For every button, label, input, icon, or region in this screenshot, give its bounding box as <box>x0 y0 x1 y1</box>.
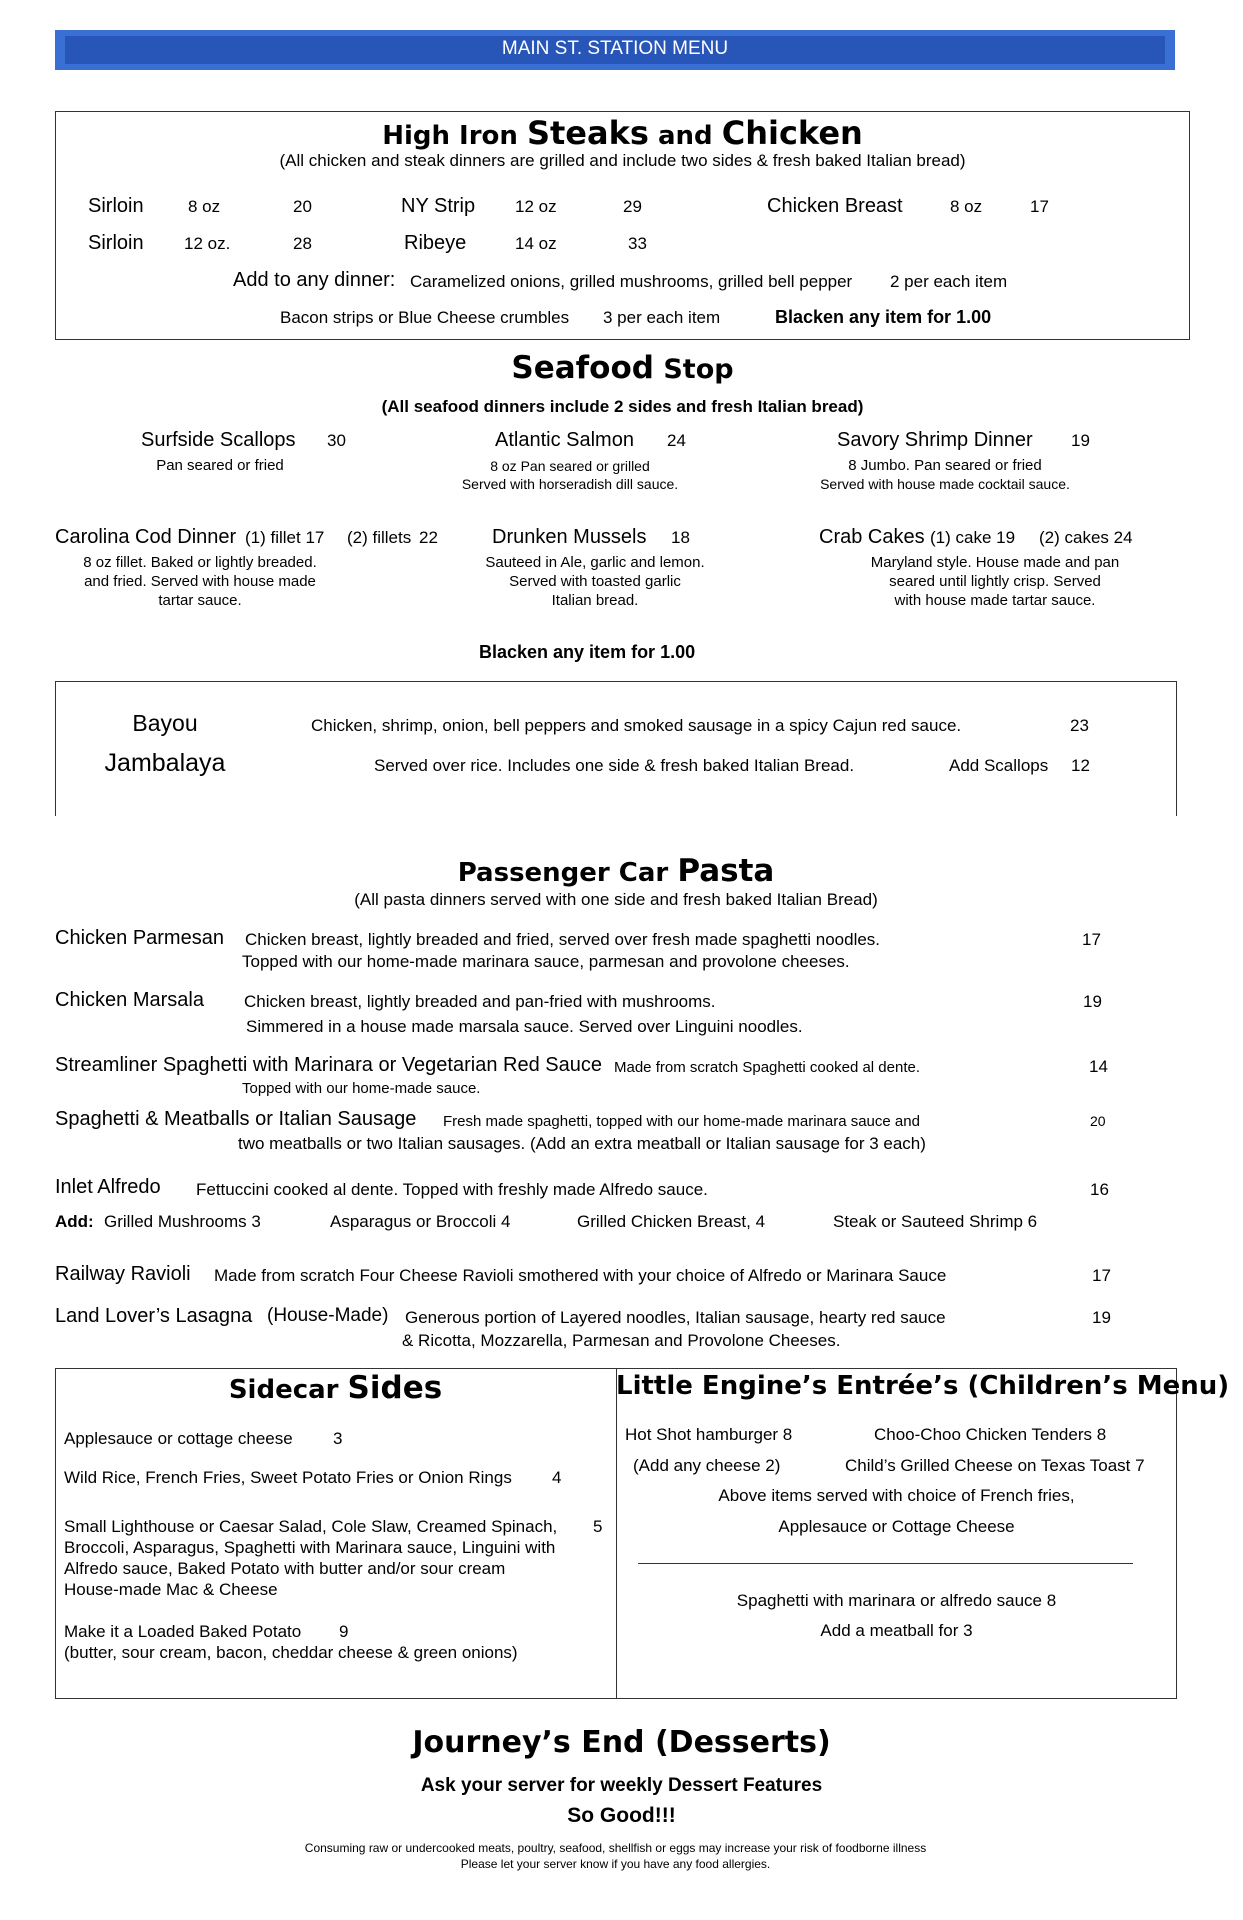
menu-title: MAIN ST. STATION MENU <box>501 38 729 59</box>
kids-tenders: Choo-Choo Chicken Tenders 8 <box>874 1425 1107 1444</box>
pasta-add-chicken: Grilled Chicken Breast, 4 <box>577 1212 766 1231</box>
sides-title-a: Sidecar <box>228 1375 348 1405</box>
steak-name-chicken-breast: Chicken Breast <box>767 195 903 217</box>
steak-name-sirloin-12: Sirloin <box>88 232 144 254</box>
lasagna-note: (House-Made) <box>267 1305 389 1326</box>
steaks-blacken: Blacken any item for 1.00 <box>775 307 992 327</box>
seafood-title <box>55 350 1190 386</box>
lasagna-name: Land Lover’s Lasagna <box>55 1305 253 1327</box>
kids-grilled-cheese: Child’s Grilled Cheese on Texas Toast 7 <box>845 1456 1145 1475</box>
streamliner-desc-1: Made from scratch Spaghetti cooked al dente. <box>614 1059 921 1076</box>
pasta-add-asparagus: Asparagus or Broccoli 4 <box>330 1212 511 1231</box>
sides-row-3-line-4: House-made Mac & Cheese <box>64 1580 278 1599</box>
steak-size: 8 oz <box>950 197 983 216</box>
streamliner-desc-2: Topped with our home-made sauce. <box>242 1080 481 1097</box>
steaks-title <box>55 114 1190 152</box>
alfredo-name: Inlet Alfredo <box>55 1176 161 1198</box>
steak-price: 29 <box>623 197 642 216</box>
pasta-add-mushrooms: Grilled Mushrooms 3 <box>104 1212 261 1231</box>
addon-price: 2 per each item <box>890 272 1008 291</box>
cod-desc-1: 8 oz fillet. Baked or lightly breaded. <box>83 554 317 571</box>
desserts-line-1: Ask your server for weekly Dessert Features <box>420 1775 823 1796</box>
salmon-price: 24 <box>667 431 686 450</box>
parmesan-name: Chicken Parmesan <box>55 927 224 949</box>
crab-option-2: (2) cakes 24 <box>1039 528 1133 547</box>
sides-title <box>55 1370 616 1406</box>
steak-name-ny-strip: NY Strip <box>401 195 476 217</box>
pasta-title <box>55 853 1177 889</box>
crab-desc-3: with house made tartar sauce. <box>894 592 1096 609</box>
streamliner-price: 14 <box>1089 1057 1108 1076</box>
bacon-price: 3 per each item <box>603 308 721 327</box>
steak-size: 8 oz <box>188 197 221 216</box>
salmon-desc-1: 8 oz Pan seared or grilled <box>490 458 650 474</box>
sides-row-4-note: (butter, sour cream, bacon, cheddar cheese & green onions) <box>64 1643 518 1662</box>
steak-price: 20 <box>293 197 312 216</box>
marsala-desc-2: Simmered in a house made marsala sauce. Served over Linguini noodles. <box>246 1017 803 1036</box>
steak-price: 17 <box>1030 197 1049 216</box>
shrimp-name: Savory Shrimp Dinner <box>837 429 1033 451</box>
cod-price-2: 22 <box>419 528 438 547</box>
kids-divider-line <box>638 1563 1133 1564</box>
salmon-name: Atlantic Salmon <box>495 429 634 451</box>
steak-price: 33 <box>628 234 647 253</box>
steaks-title-a: High Iron <box>382 121 527 151</box>
mussels-price: 18 <box>671 528 690 547</box>
addon-text: Caramelized onions, grilled mushrooms, grilled bell pepper <box>410 272 853 291</box>
sides-row-3-price: 5 <box>593 1517 603 1536</box>
alfredo-desc: Fettuccini cooked al dente. Topped with freshly made Alfredo sauce. <box>196 1180 708 1199</box>
mussels-desc-3: Italian bread. <box>551 592 639 609</box>
shrimp-price: 19 <box>1071 431 1090 450</box>
cod-name: Carolina Cod Dinner <box>55 526 237 548</box>
steaks-title-c: and <box>648 121 722 151</box>
desserts-title: Journey’s End (Desserts) <box>412 1725 831 1760</box>
sides-row-4: Make it a Loaded Baked Potato <box>64 1622 302 1641</box>
steak-size: 14 oz <box>515 234 557 253</box>
jambalaya-name-2: Jambalaya <box>104 749 226 777</box>
shrimp-desc-2: Served with house made cocktail sauce. <box>820 476 1070 492</box>
mussels-desc-2: Served with toasted garlic <box>509 573 681 590</box>
parmesan-desc-1: Chicken breast, lightly breaded and fried, served over fresh made spaghetti noodles. <box>245 930 881 949</box>
kids-served-2: Applesauce or Cottage Cheese <box>778 1517 1015 1536</box>
meatballs-price: 20 <box>1090 1113 1106 1129</box>
parmesan-desc-2: Topped with our home-made marinara sauce, parmesan and provolone cheeses. <box>242 952 850 971</box>
crab-desc-2: seared until lightly crisp. Served <box>889 573 1101 590</box>
cod-option-2: (2) fillets <box>347 528 412 547</box>
steaks-title-d: Chicken <box>721 114 863 152</box>
cod-desc-3: tartar sauce. <box>158 592 242 609</box>
pasta-add-steak-shrimp: Steak or Sauteed Shrimp 6 <box>833 1212 1038 1231</box>
scallops-desc: Pan seared or fried <box>156 457 284 474</box>
sides-row-2: Wild Rice, French Fries, Sweet Potato Fries or Onion Rings <box>64 1468 512 1487</box>
kids-served-1: Above items served with choice of French fries, <box>718 1486 1075 1505</box>
crab-desc-1: Maryland style. House made and pan <box>870 554 1120 571</box>
steak-price: 28 <box>293 234 312 253</box>
parmesan-price: 17 <box>1082 930 1101 949</box>
meatballs-desc-2: two meatballs or two Italian sausages. (Add an extra meatball or Italian sausage for 3 each) <box>238 1134 926 1153</box>
sides-row-3-line-1: Small Lighthouse or Caesar Salad, Cole Slaw, Creamed Spinach, <box>64 1517 558 1536</box>
mussels-desc-1: Sauteed in Ale, garlic and lemon. <box>485 554 705 571</box>
marsala-price: 19 <box>1083 992 1102 1011</box>
mussels-name: Drunken Mussels <box>492 526 647 548</box>
sides-row-4-price: 9 <box>339 1622 349 1641</box>
disclaimer-2: Please let your server know if you have any food allergies. <box>460 1857 771 1871</box>
ravioli-desc: Made from scratch Four Cheese Ravioli smothered with your choice of Alfredo or Marinara Sauce <box>214 1266 947 1285</box>
steak-name-sirloin-8: Sirloin <box>88 195 144 217</box>
steaks-subtitle: (All chicken and steak dinners are grilled and include two sides & fresh baked Italian bread) <box>279 151 966 170</box>
lasagna-price: 19 <box>1092 1308 1111 1327</box>
steak-size: 12 oz <box>515 197 557 216</box>
pasta-add-label: Add: <box>55 1212 94 1231</box>
kids-spaghetti: Spaghetti with marinara or alfredo sauce 8 <box>736 1591 1057 1610</box>
shrimp-desc-1: 8 Jumbo. Pan seared or fried <box>848 457 1042 474</box>
lasagna-desc-2: & Ricotta, Mozzarella, Parmesan and Provolone Cheeses. <box>402 1331 841 1350</box>
ravioli-price: 17 <box>1092 1266 1111 1285</box>
jambalaya-addon-price: 12 <box>1071 756 1090 775</box>
kids-title: Little Engine’s Entrée’s (Children’s Menu) <box>616 1371 1230 1401</box>
seafood-subtitle: (All seafood dinners include 2 sides and fresh Italian bread) <box>381 397 864 416</box>
pasta-title-b: Pasta <box>677 853 775 889</box>
ravioli-name: Railway Ravioli <box>55 1263 191 1285</box>
jambalaya-addon: Add Scallops <box>949 756 1049 775</box>
steaks-title-b: Steaks <box>526 114 649 152</box>
seafood-title-a: Seafood <box>511 350 654 386</box>
sides-row-3-line-3: Alfredo sauce, Baked Potato with butter and/or sour cream <box>64 1559 506 1578</box>
seafood-title-b: Stop <box>653 354 734 385</box>
jambalaya-name-1: Bayou <box>132 710 198 736</box>
pasta-subtitle: (All pasta dinners served with one side and fresh baked Italian Bread) <box>354 890 878 909</box>
salmon-desc-2: Served with horseradish dill sauce. <box>461 476 679 492</box>
sides-row-2-price: 4 <box>552 1468 562 1487</box>
jambalaya-desc-1: Chicken, shrimp, onion, bell peppers and smoked sausage in a spicy Cajun red sauce. <box>311 716 962 735</box>
crab-name: Crab Cakes <box>819 526 925 548</box>
sides-row-1: Applesauce or cottage cheese <box>64 1429 293 1448</box>
sides-row-3-line-2: Broccoli, Asparagus, Spaghetti with Marinara sauce, Linguini with <box>64 1538 556 1557</box>
addon-label: Add to any dinner: <box>233 269 396 291</box>
kids-meatball: Add a meatball for 3 <box>820 1621 973 1640</box>
menu-banner <box>55 30 1175 70</box>
scallops-price: 30 <box>327 431 346 450</box>
steak-size: 12 oz. <box>184 234 231 253</box>
alfredo-price: 16 <box>1090 1180 1109 1199</box>
kids-hamburger: Hot Shot hamburger 8 <box>625 1425 793 1444</box>
streamliner-name: Streamliner Spaghetti with Marinara or Vegetarian Red Sauce <box>55 1054 602 1076</box>
disclaimer-1: Consuming raw or undercooked meats, poultry, seafood, shellfish or eggs may increase your risk of foodborne illness <box>304 1841 927 1855</box>
seafood-blacken: Blacken any item for 1.00 <box>479 642 696 662</box>
kids-cheese: (Add any cheese 2) <box>633 1456 781 1475</box>
scallops-name: Surfside Scallops <box>141 429 296 451</box>
cod-option-1: (1) fillet 17 <box>245 528 325 547</box>
sides-row-1-price: 3 <box>333 1429 343 1448</box>
meatballs-desc-1: Fresh made spaghetti, topped with our home-made marinara sauce and <box>443 1113 920 1130</box>
desserts-line-2: So Good!!! <box>567 1804 676 1827</box>
pasta-title-a: Passenger Car <box>457 858 678 888</box>
bacon-text: Bacon strips or Blue Cheese crumbles <box>280 308 570 327</box>
crab-option-1: (1) cake 19 <box>930 528 1016 547</box>
marsala-desc-1: Chicken breast, lightly breaded and pan-fried with mushrooms. <box>244 992 716 1011</box>
jambalaya-price: 23 <box>1070 716 1089 735</box>
lasagna-desc-1: Generous portion of Layered noodles, Italian sausage, hearty red sauce <box>405 1308 946 1327</box>
jambalaya-desc-2: Served over rice. Includes one side & fresh baked Italian Bread. <box>374 756 855 775</box>
steak-name-ribeye: Ribeye <box>404 232 467 254</box>
sides-title-b: Sides <box>347 1370 443 1406</box>
cod-desc-2: and fried. Served with house made <box>84 573 316 590</box>
marsala-name: Chicken Marsala <box>55 989 204 1011</box>
meatballs-name: Spaghetti & Meatballs or Italian Sausage <box>55 1108 417 1130</box>
